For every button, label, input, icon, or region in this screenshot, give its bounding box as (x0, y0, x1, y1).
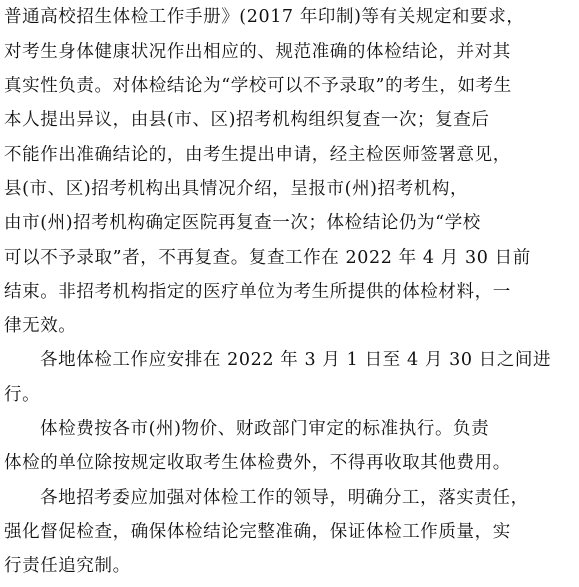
text-line-9: 结束。非招考机构指定的医疗单位为考生所提供的体检材料，一 (4, 282, 511, 302)
text-line-10: 律无效。 (4, 316, 77, 336)
text-line-7: 由市(州)招考机构确定医院再复查一次；体检结论仍为“学校 (4, 213, 481, 233)
text-line-17: 行责任追究制。 (4, 556, 131, 576)
text-line-6: 县(市、区)招考机构出具情况介绍，呈报市(州)招考机构， (4, 179, 469, 199)
text-line-15: 各地招考委应加强对体检工作的领导，明确分工，落实责任， (40, 488, 529, 508)
text-line-16: 强化督促检查，确保体检结论完整准确，保证体检工作质量，实 (4, 522, 511, 542)
text-line-1: 普通高校招生体检工作手册》(2017 年印制)等有关规定和要求， (4, 7, 525, 27)
text-line-5: 不能作出准确结论的，由考生提出申请，经主检医师签署意见， (4, 145, 511, 165)
text-line-12: 行。 (4, 385, 41, 405)
text-line-11: 各地体检工作应安排在 2022 年 3 月 1 日至 4 月 30 日之间进 (40, 350, 552, 370)
text-line-4: 本人提出异议，由县(市、区)招考机构组织复查一次；复查后 (4, 110, 490, 130)
text-line-13: 体检费按各市(州)物价、财政部门审定的标准执行。负责 (40, 419, 490, 439)
text-line-14: 体检的单位除按规定收取考生体检费外，不得再收取其他费用。 (4, 453, 511, 473)
text-line-2: 对考生身体健康状况作出相应的、规范准确的体检结论，并对其 (4, 42, 511, 62)
text-line-8: 可以不予录取”者，不再复查。复查工作在 2022 年 4 月 30 日前 (4, 248, 531, 268)
text-line-3: 真实性负责。对体检结论为“学校可以不予录取”的考生，如考生 (4, 76, 512, 96)
